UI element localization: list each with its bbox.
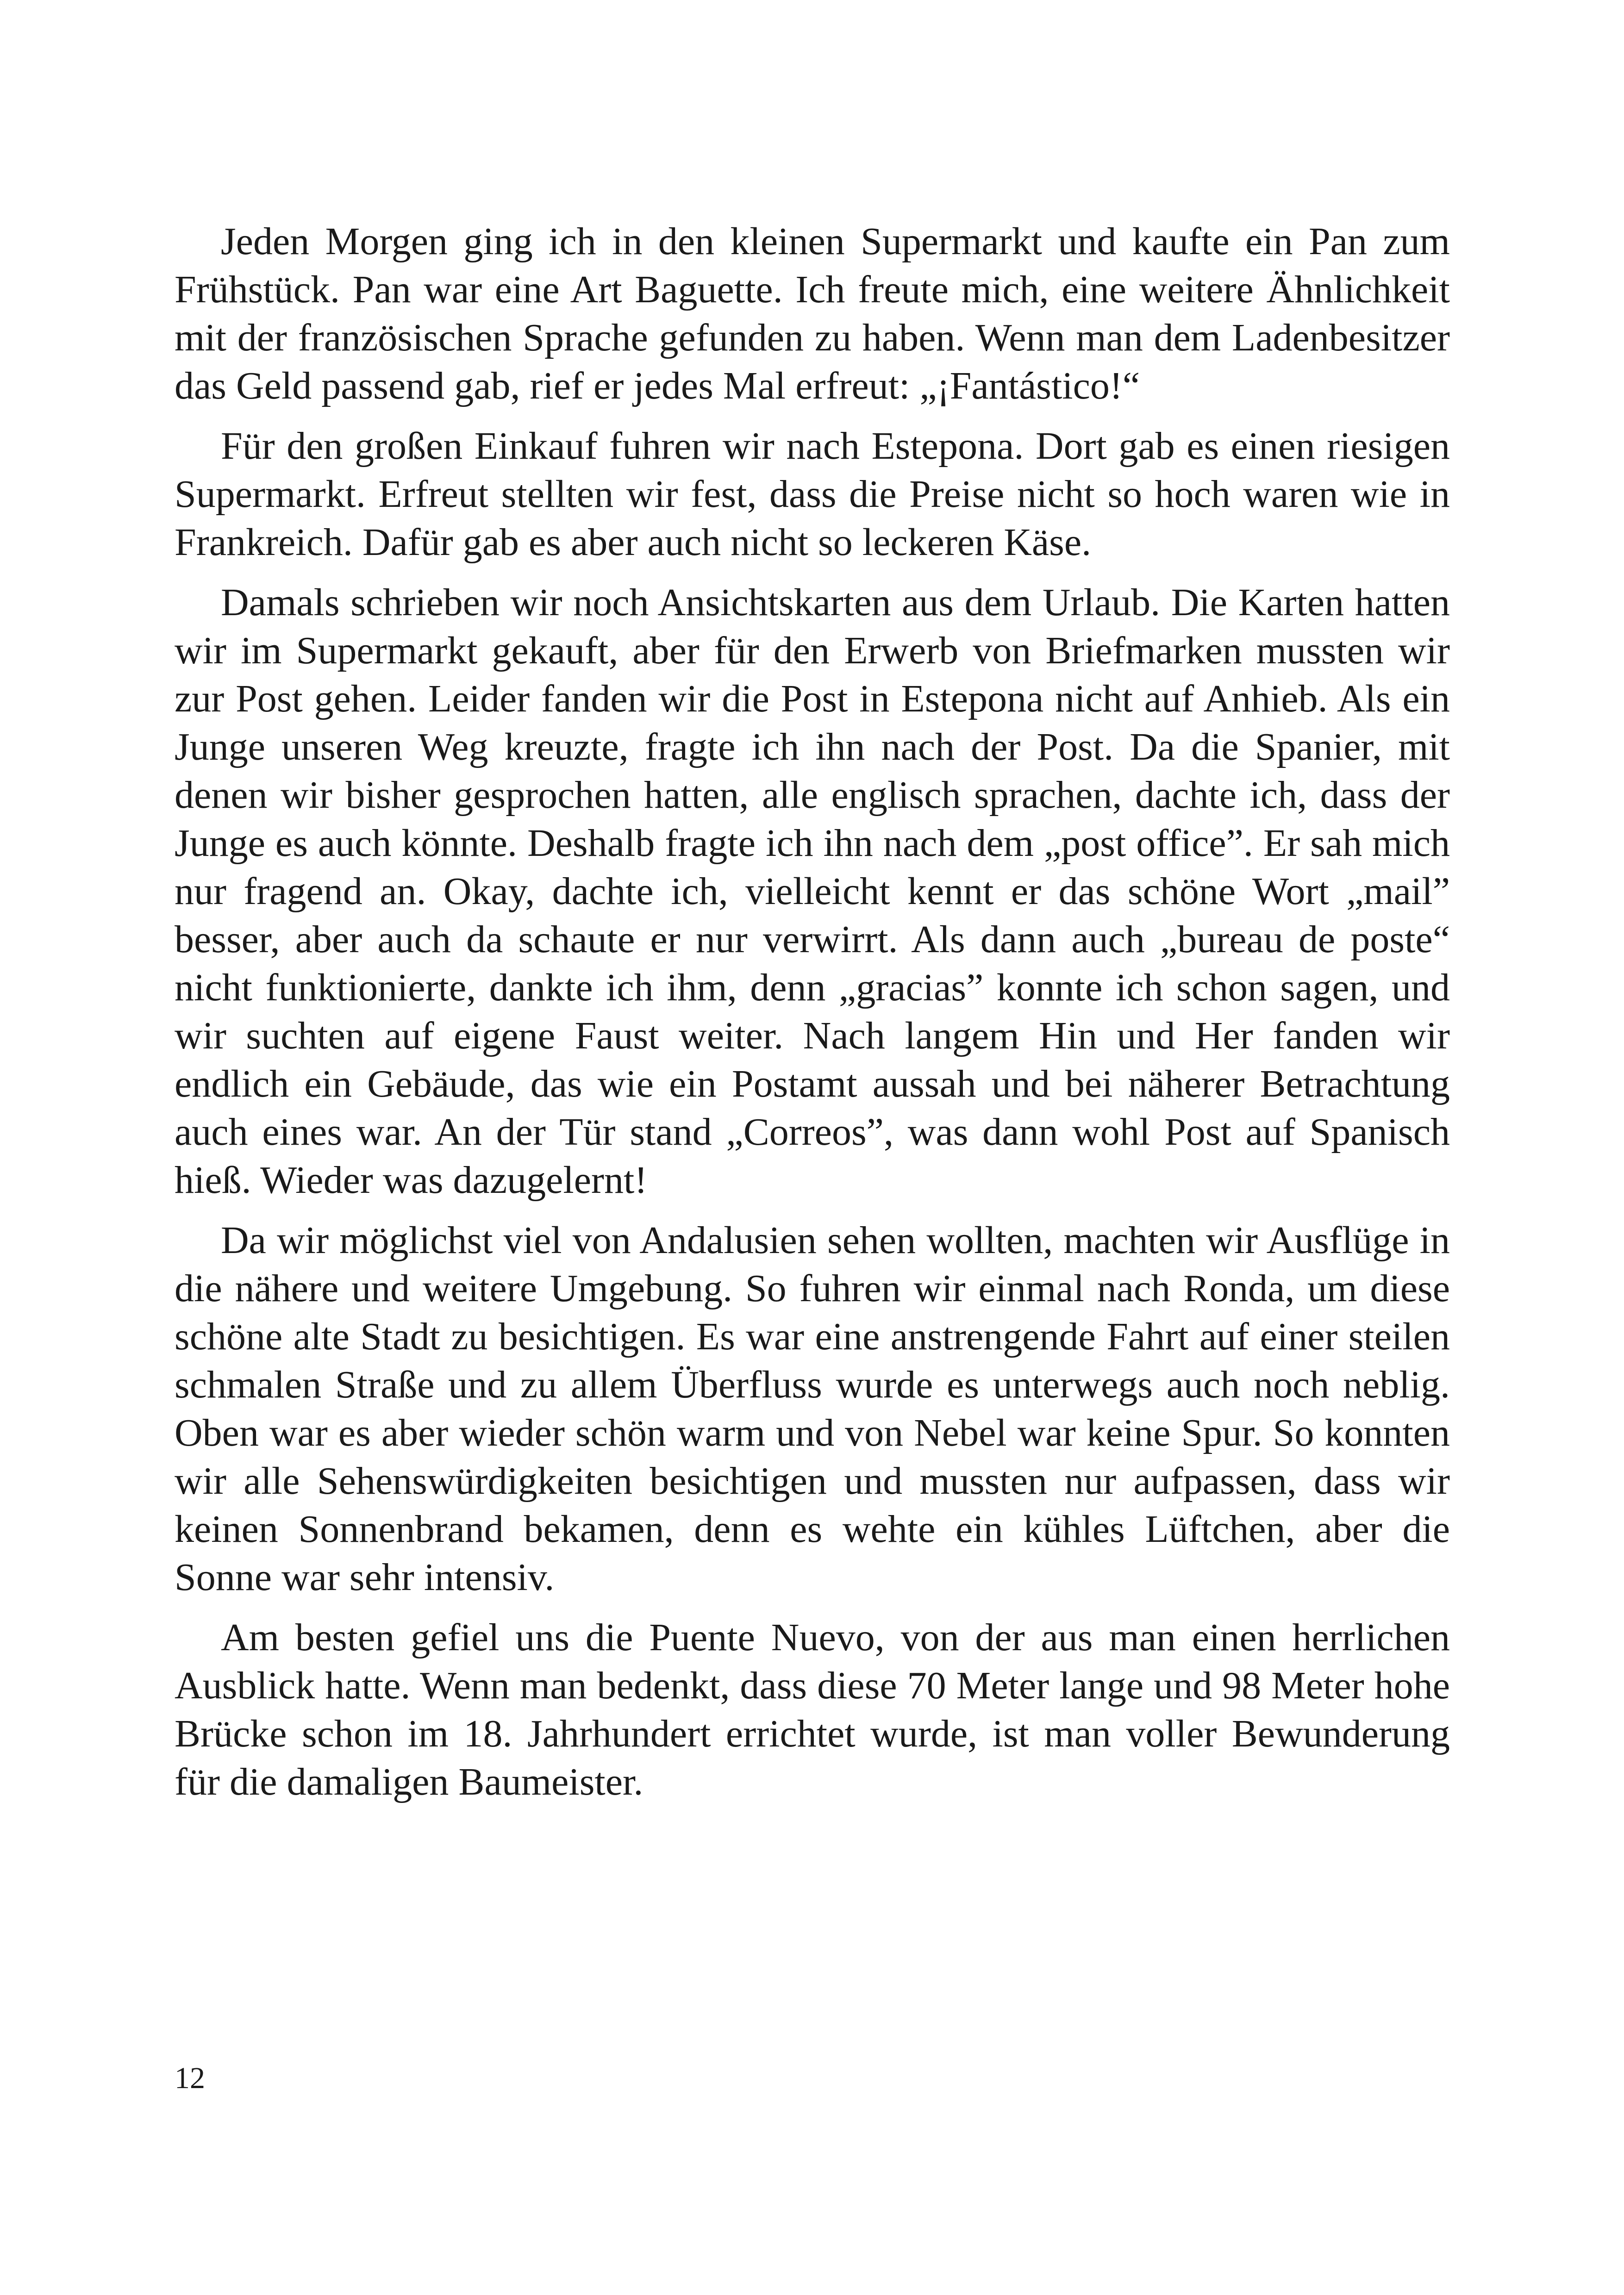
paragraph-supermarket: Jeden Morgen ging ich in den kleinen Supermarkt und kaufte ein Pan zum Frühstück. Pan war eine Art Baguette. Ich freute mich, eine weitere Ähnlichkeit mit der französischen Sprache gefunden zu haben. Wenn man dem Ladenbesitzer das Geld passend gab, rief er jedes Mal erfreut: „¡Fantástico!“ (175, 220, 1450, 407)
paragraph-estepona-shopping: Für den großen Einkauf fuhren wir nach Estepona. Dort gab es einen riesigen Supermarkt. Erfreut stellten wir fest, dass die Preise nicht so hoch waren wie in Frankreich. Dafür gab es aber auch nicht so leckeren Käse. (175, 424, 1450, 564)
paragraph-ronda-trip: Da wir möglichst viel von Andalusien sehen wollten, machten wir Ausflüge in die nähere und weitere Umgebung. So fuhren wir einmal nach Ronda, um diese schöne alte Stadt zu besichtigen. Es war eine anstrengende Fahrt auf einer steilen schmalen Straße und zu allem Überfluss wurde es unterwegs auch noch neblig. Oben war es aber wieder schön warm und von Nebel war keine Spur. So konnten wir alle Sehenswürdigkeiten besichtigen und mussten nur aufpassen, dass wir keinen Sonnenbrand bekamen, denn es wehte ein kühles Lüftchen, aber die Sonne war sehr intensiv. (175, 1219, 1450, 1599)
page-number: 12 (175, 2061, 205, 2095)
body-text (175, 218, 1450, 1818)
paragraph-post-office: Damals schrieben wir noch Ansichtskarten aus dem Urlaub. Die Karten hatten wir im Supermarkt gekauft, aber für den Erwerb von Briefmarken mussten wir zur Post gehen. Leider fanden wir die Post in Estepona nicht auf Anhieb. Als ein Junge unseren Weg kreuzte, fragte ich ihn nach der Post. Da die Spanier, mit denen wir bisher gesprochen hatten, alle englisch sprachen, dachte ich, dass der Junge es auch könnte. Deshalb fragte ich ihn nach dem „post office”. Er sah mich nur fragend an. Okay, dachte ich, vielleicht kennt er das schöne Wort „mail” besser, aber auch da schaute er nur verwirrt. Als dann auch „bureau de poste“ nicht funktionierte, dankte ich ihm, denn „gracias” konnte ich schon sagen, und wir suchten auf eigene Faust weiter. Nach langem Hin und Her fanden wir endlich ein Gebäude, das wie ein Postamt aussah und bei näherer Betrachtung auch eines war. An der Tür stand „Correos”, was dann wohl Post auf Spanisch hieß. Wieder was dazugelernt! (175, 581, 1450, 1202)
paragraph-puente-nuevo: Am besten gefiel uns die Puente Nuevo, von der aus man einen herrlichen Ausblick hatte. Wenn man bedenkt, dass diese 70 Meter lange und 98 Meter hohe Brücke schon im 18. Jahrhundert errichtet wurde, ist man voller Bewunderung für die damaligen Baumeister. (175, 1616, 1450, 1803)
